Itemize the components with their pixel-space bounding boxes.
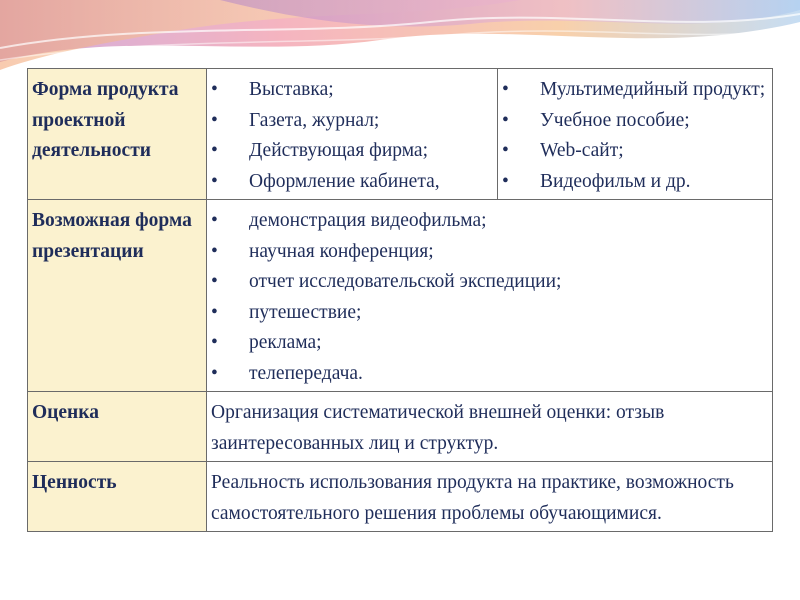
product-form-list-right — [498, 69, 773, 200]
bullet-icon: • — [502, 109, 509, 131]
list-item-text: Мультимедийный продукт; — [540, 79, 766, 100]
list-item — [502, 106, 768, 137]
list-item-text: Учебное пособие; — [540, 109, 690, 131]
table-row-value — [28, 462, 773, 532]
evaluation-text — [207, 392, 773, 462]
bullet-icon: • — [211, 301, 218, 323]
list-item-text: отчет исследовательской экспедиции; — [249, 271, 562, 292]
row-label-value: Ценность — [28, 462, 207, 532]
list-item — [211, 167, 493, 198]
presentation-form-list — [207, 200, 773, 392]
table-row-evaluation — [28, 392, 773, 462]
list-item-text: Видеофильм и др. — [540, 170, 691, 192]
bullet-icon: • — [211, 140, 218, 161]
bullet-icon: • — [211, 79, 218, 100]
row-label-evaluation: Оценка — [28, 392, 207, 462]
list-item-text: Web-сайт; — [540, 140, 624, 161]
evaluation-description: Организация систематической внешней оценки: отзыв заинтересованных лиц и структур. — [211, 402, 665, 454]
list-item-text: научная конференция; — [249, 240, 434, 262]
list-item — [211, 359, 768, 390]
list-item-text: телепередача. — [249, 362, 363, 384]
bullet-icon: • — [211, 362, 218, 384]
bullet-icon: • — [211, 332, 218, 353]
list-item — [502, 136, 768, 167]
list-item — [211, 75, 493, 106]
list-item — [211, 328, 768, 359]
project-form-table — [27, 68, 773, 532]
list-item — [211, 136, 493, 167]
list-item-text: Действующая фирма; — [249, 140, 428, 161]
row-label-presentation-form: Возможная форма презентации — [28, 200, 207, 392]
list-item-text: демонстрация видеофильма; — [249, 210, 487, 231]
list-item — [211, 237, 768, 268]
list-item — [211, 206, 768, 237]
list-item-text: Газета, журнал; — [249, 109, 380, 131]
product-form-list-left — [207, 69, 498, 200]
list-item-text: Оформление кабинета, — [249, 170, 440, 192]
bullet-icon: • — [211, 210, 218, 231]
list-item-text: путешествие; — [249, 301, 362, 323]
value-text — [207, 462, 773, 532]
list-item — [211, 106, 493, 137]
row-label-product-form: Форма продукта проектной деятельности — [28, 69, 207, 200]
list-item — [502, 75, 768, 106]
list-item-text: Выставка; — [249, 79, 334, 100]
list-item — [211, 267, 768, 298]
bullet-icon: • — [211, 170, 218, 192]
value-description: Реальность использования продукта на практике, возможность самостоятельного решения проблемы обучающимися. — [211, 472, 734, 524]
table-row-presentation-form — [28, 200, 773, 392]
list-item — [502, 167, 768, 198]
table-row-product-form — [28, 69, 773, 200]
list-item-text: реклама; — [249, 332, 322, 353]
bullet-icon: • — [211, 271, 218, 292]
bullet-icon: • — [502, 170, 509, 192]
list-item — [211, 298, 768, 329]
bullet-icon: • — [211, 240, 218, 262]
bullet-icon: • — [502, 79, 509, 100]
bullet-icon: • — [211, 109, 218, 131]
bullet-icon: • — [502, 140, 509, 161]
